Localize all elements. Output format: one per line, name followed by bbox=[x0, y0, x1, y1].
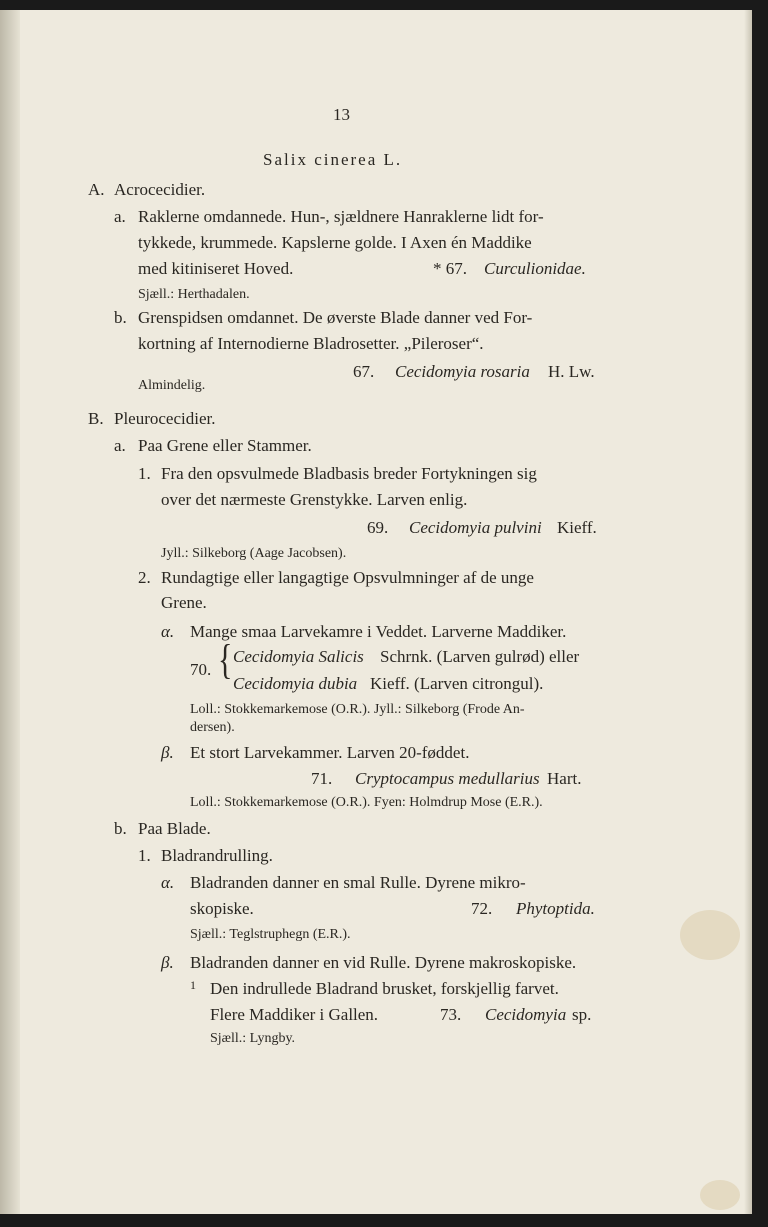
section-label: A. bbox=[88, 180, 105, 199]
item-title: Bladrandrulling. bbox=[161, 846, 273, 865]
entry-number: 69. bbox=[367, 518, 389, 537]
item-label: a. bbox=[114, 436, 126, 455]
locality: Sjæll.: Lyngby. bbox=[210, 1031, 296, 1046]
species-name: Phytoptida. bbox=[516, 899, 595, 918]
item-label: 1. bbox=[138, 846, 151, 865]
item-label: 1. bbox=[138, 464, 151, 483]
paper-stain bbox=[680, 910, 740, 960]
entry-number: 73. bbox=[440, 1005, 462, 1024]
entry-number: 72. bbox=[471, 899, 493, 918]
item-label: 2. bbox=[138, 568, 151, 587]
text-line: Grenspidsen omdannet. De øverste Blade danner ved For- bbox=[138, 308, 533, 327]
text-line: over det nærmeste Grenstykke. Larven enlig. bbox=[161, 490, 468, 509]
locality: Loll.: Stokkemarkemose (O.R.). Fyen: Holmdrup Mose (E.R.). bbox=[190, 795, 543, 810]
locality: Sjæll.: Teglstruphegn (E.R.). bbox=[190, 927, 351, 942]
locality: dersen). bbox=[190, 720, 235, 735]
text-line: Schrnk. (Larven gulrød) eller bbox=[380, 647, 580, 666]
brace-symbol: { bbox=[218, 637, 233, 684]
item-label: α. bbox=[161, 622, 175, 641]
entry-number: 70. bbox=[190, 660, 212, 679]
text-line: skopiske. bbox=[190, 899, 254, 918]
section-label: B. bbox=[88, 409, 104, 428]
item-label: a. bbox=[114, 207, 126, 226]
species-name: Cecidomyia Salicis bbox=[233, 647, 364, 666]
species-name: Curculionidae. bbox=[484, 259, 586, 278]
item-label: β. bbox=[161, 953, 174, 972]
text-line: Kieff. (Larven citrongul). bbox=[370, 674, 544, 693]
entry-number: 67. bbox=[353, 362, 375, 381]
text-line: Fra den opsvulmede Bladbasis breder Fortykningen sig bbox=[161, 464, 537, 483]
section-title: Acrocecidier. bbox=[114, 180, 206, 199]
text-line: Den indrullede Bladrand brusket, forskjellig farvet. bbox=[210, 979, 559, 998]
species-name: Cecidomyia dubia bbox=[233, 674, 358, 693]
locality: Almindelig. bbox=[138, 378, 206, 393]
item-title: Paa Blade. bbox=[138, 819, 211, 838]
sub-item-label: 1 bbox=[190, 978, 196, 992]
section-title: Pleurocecidier. bbox=[114, 409, 216, 428]
item-label: b. bbox=[114, 308, 127, 327]
text-line: kortning af Internodierne Bladrosetter. „Pileroser“. bbox=[138, 334, 484, 353]
text-line: Bladranden danner en vid Rulle. Dyrene makroskopiske. bbox=[190, 953, 577, 972]
text-line: Raklerne omdannede. Hun-, sjældnere Hanraklerne lidt for- bbox=[138, 207, 544, 226]
species-name: Cecidomyia rosaria bbox=[395, 362, 530, 381]
book-page bbox=[0, 10, 752, 1214]
locality: Jyll.: Silkeborg (Aage Jacobsen). bbox=[161, 546, 347, 561]
item-label: α. bbox=[161, 873, 175, 892]
text-line: Et stort Larvekammer. Larven 20-føddet. bbox=[190, 743, 470, 762]
species-name: Cecidomyia bbox=[485, 1005, 567, 1024]
text-line: Bladranden danner en smal Rulle. Dyrene mikro- bbox=[190, 873, 526, 892]
species-name: Cryptocampus medullarius bbox=[355, 769, 540, 788]
text-line: Mange smaa Larvekamre i Veddet. Larverne Maddiker. bbox=[190, 622, 567, 641]
entry-number: * 67. bbox=[433, 259, 467, 278]
text-line: tykkede, krummede. Kapslerne golde. I Axen én Maddike bbox=[138, 233, 532, 252]
author: sp. bbox=[572, 1005, 592, 1024]
text-line: Grene. bbox=[161, 593, 207, 612]
item-title: Paa Grene eller Stammer. bbox=[138, 436, 312, 455]
author: Kieff. bbox=[557, 518, 597, 537]
locality: Sjæll.: Herthadalen. bbox=[138, 287, 250, 302]
paper-stain bbox=[700, 1180, 740, 1210]
text-line: Flere Maddiker i Gallen. bbox=[210, 1005, 379, 1024]
locality: Loll.: Stokkemarkemose (O.R.). Jyll.: Silkeborg (Frode An- bbox=[190, 702, 525, 717]
entry-number: 71. bbox=[311, 769, 333, 788]
item-label: b. bbox=[114, 819, 127, 838]
author: Hart. bbox=[547, 769, 582, 788]
text-line: med kitiniseret Hoved. bbox=[138, 259, 294, 278]
item-label: β. bbox=[161, 743, 174, 762]
species-name: Cecidomyia pulvini bbox=[409, 518, 542, 537]
text-line: Rundagtige eller langagtige Opsvulmninger af de unge bbox=[161, 568, 534, 587]
author: H. Lw. bbox=[548, 362, 595, 381]
page-heading: Salix cinerea L. bbox=[263, 150, 403, 169]
page-number: 13 bbox=[333, 105, 350, 124]
